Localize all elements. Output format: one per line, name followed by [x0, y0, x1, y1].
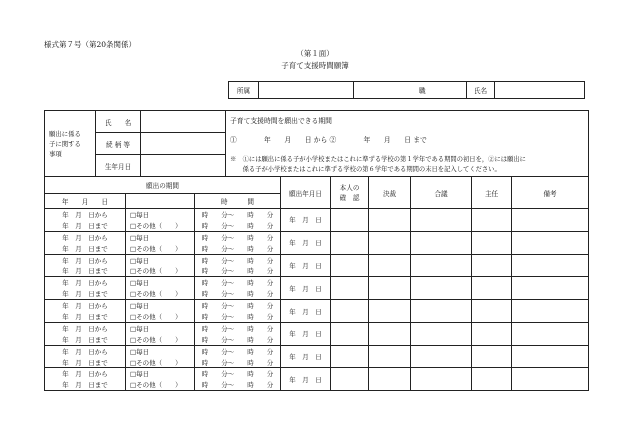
child-name-field[interactable]	[141, 111, 226, 133]
entry-row	[45, 345, 589, 356]
confirm-cell[interactable]	[331, 345, 369, 368]
time-range-1[interactable]: 時 分～ 時 分	[195, 231, 281, 242]
remarks-cell[interactable]	[512, 345, 589, 368]
post-label-cell	[354, 82, 439, 99]
date-to-cell[interactable]: 年 月 日まで	[45, 288, 126, 299]
chief-cell[interactable]	[472, 254, 512, 277]
consultation-cell[interactable]	[411, 231, 472, 254]
remarks-cell[interactable]	[512, 254, 589, 277]
approval-header: 決裁	[369, 177, 411, 209]
confirm-header-line-1: 本人の	[339, 183, 360, 192]
confirm-cell[interactable]	[331, 368, 369, 391]
other-checkbox[interactable]: □その他（ ）	[126, 243, 195, 254]
request-date-cell[interactable]: 年 月 日	[281, 300, 331, 323]
date-from-cell[interactable]: 年 月 日から	[45, 231, 126, 242]
every-day-checkbox[interactable]: □毎日	[126, 231, 195, 242]
request-date-cell[interactable]: 年 月 日	[281, 322, 331, 345]
entry-row	[45, 209, 589, 220]
consultation-cell[interactable]	[411, 254, 472, 277]
confirm-header	[331, 177, 369, 209]
chief-cell[interactable]	[472, 209, 512, 232]
birthdate-field[interactable]	[141, 155, 226, 177]
birthdate-label: 生年月日	[96, 155, 141, 177]
other-checkbox[interactable]: □その他（ ）	[126, 265, 195, 276]
time-header: 時 間	[195, 194, 281, 209]
sheet-number: （第１面）	[296, 49, 334, 58]
entry-row	[45, 368, 589, 379]
approval-cell[interactable]	[369, 300, 411, 323]
child-heading-line-1: 願出に係る	[49, 129, 81, 138]
confirm-cell[interactable]	[331, 300, 369, 323]
approval-cell[interactable]	[369, 368, 411, 391]
time-range-2[interactable]: 時 分～ 時 分	[195, 265, 281, 276]
confirm-cell[interactable]	[331, 254, 369, 277]
confirm-cell[interactable]	[331, 231, 369, 254]
approval-cell[interactable]	[369, 345, 411, 368]
other-checkbox[interactable]: □その他（ ）	[126, 379, 195, 390]
child-heading-line-2: 子に関する	[49, 139, 81, 148]
date-from-cell[interactable]: 年 月 日から	[45, 277, 126, 288]
every-day-checkbox[interactable]: □毎日	[126, 345, 195, 356]
every-day-checkbox[interactable]: □毎日	[126, 322, 195, 333]
approval-cell[interactable]	[369, 322, 411, 345]
time-range-1[interactable]: 時 分～ 時 分	[195, 254, 281, 265]
affiliation-label: 所属	[229, 82, 259, 99]
date-from-cell[interactable]: 年 月 日から	[45, 322, 126, 333]
other-checkbox[interactable]: □その他（ ）	[126, 220, 195, 231]
date-header: 年 月 日	[45, 194, 126, 209]
chief-cell[interactable]	[472, 231, 512, 254]
date-to-cell[interactable]: 年 月 日まで	[45, 311, 126, 322]
request-date-cell[interactable]: 年 月 日	[281, 254, 331, 277]
entry-row	[45, 277, 589, 288]
name-field[interactable]	[495, 82, 585, 99]
time-range-1[interactable]: 時 分～ 時 分	[195, 322, 281, 333]
note-line-1: ※ ①には願出に係る子が小学校またはこれに準ずる学校の第１学年である期間の初日を，②には願出に	[230, 156, 526, 163]
entry-row	[45, 300, 589, 311]
chief-cell[interactable]	[472, 322, 512, 345]
chief-cell[interactable]	[472, 345, 512, 368]
post-label: 職	[418, 87, 426, 95]
confirm-cell[interactable]	[331, 277, 369, 300]
request-date-cell[interactable]: 年 月 日	[281, 231, 331, 254]
child-section-heading	[45, 111, 96, 177]
date-from-cell[interactable]: 年 月 日から	[45, 368, 126, 379]
every-day-checkbox[interactable]: □毎日	[126, 277, 195, 288]
post-field[interactable]	[439, 82, 467, 99]
form-number: 様式第７号（第20条関係）	[44, 40, 137, 49]
time-range-2[interactable]: 時 分～ 時 分	[195, 311, 281, 322]
remarks-cell[interactable]	[512, 231, 589, 254]
time-range-2[interactable]: 時 分～ 時 分	[195, 220, 281, 231]
consultation-cell[interactable]	[411, 368, 472, 391]
entry-body	[45, 209, 589, 391]
relation-label: 続 柄 等	[96, 133, 141, 155]
time-range-1[interactable]: 時 分～ 時 分	[195, 300, 281, 311]
confirm-cell[interactable]	[331, 322, 369, 345]
remarks-cell[interactable]	[512, 322, 589, 345]
relation-field[interactable]	[141, 133, 226, 155]
date-header-spacer	[126, 194, 195, 209]
request-date-cell[interactable]: 年 月 日	[281, 277, 331, 300]
entry-row	[45, 254, 589, 265]
other-checkbox[interactable]: □その他（ ）	[126, 288, 195, 299]
entry-row	[45, 231, 589, 242]
chief-cell[interactable]	[472, 277, 512, 300]
remarks-cell[interactable]	[512, 300, 589, 323]
consultation-cell[interactable]	[411, 209, 472, 232]
date-to-cell[interactable]: 年 月 日まで	[45, 334, 126, 345]
approval-cell[interactable]	[369, 231, 411, 254]
date-from-cell[interactable]: 年 月 日から	[45, 254, 126, 265]
date-to-cell[interactable]: 年 月 日まで	[45, 357, 126, 368]
confirm-header-line-2: 確 認	[339, 193, 360, 202]
request-date-cell[interactable]: 年 月 日	[281, 345, 331, 368]
other-checkbox[interactable]: □その他（ ）	[126, 311, 195, 322]
date-to-cell[interactable]: 年 月 日まで	[45, 265, 126, 276]
date-to-cell[interactable]: 年 月 日まで	[45, 379, 126, 390]
form-title: 子育て支援時間願簿	[281, 61, 349, 70]
every-day-checkbox[interactable]: □毎日	[126, 254, 195, 265]
chief-cell[interactable]	[472, 300, 512, 323]
remarks-cell[interactable]	[512, 277, 589, 300]
request-date-header: 願出年月日	[281, 177, 331, 209]
request-period-cell	[226, 111, 589, 177]
child-heading-line-3: 事項	[49, 149, 62, 158]
every-day-checkbox[interactable]: □毎日	[126, 300, 195, 311]
position-table	[228, 81, 585, 99]
consultation-header: 合議	[411, 177, 472, 209]
remarks-header: 備考	[512, 177, 589, 209]
time-range-2[interactable]: 時 分～ 時 分	[195, 243, 281, 254]
consultation-cell[interactable]	[411, 277, 472, 300]
request-period-heading: 子育て支援時間を願出できる期間	[230, 117, 332, 125]
time-range-1[interactable]: 時 分～ 時 分	[195, 345, 281, 356]
time-range-1[interactable]: 時 分～ 時 分	[195, 277, 281, 288]
date-to-cell[interactable]: 年 月 日まで	[45, 220, 126, 231]
period-group-header: 願出の期間	[45, 177, 281, 194]
approval-cell[interactable]	[369, 209, 411, 232]
every-day-checkbox[interactable]: □毎日	[126, 209, 195, 220]
remarks-cell[interactable]	[512, 209, 589, 232]
entry-table	[44, 176, 589, 391]
entry-row	[45, 322, 589, 333]
consultation-cell[interactable]	[411, 300, 472, 323]
request-date-cell[interactable]: 年 月 日	[281, 209, 331, 232]
other-checkbox[interactable]: □その他（ ）	[126, 357, 195, 368]
chief-cell[interactable]	[472, 368, 512, 391]
request-period-note	[230, 155, 584, 175]
time-range-2[interactable]: 時 分～ 時 分	[195, 288, 281, 299]
name-label: 氏名	[467, 82, 495, 99]
note-line-2: 係る子が小学校またはこれに準ずる学校の第６学年である期間の末日を記入してください。	[230, 166, 501, 173]
time-range-1[interactable]: 時 分～ 時 分	[195, 209, 281, 220]
approval-cell[interactable]	[369, 277, 411, 300]
time-range-2[interactable]: 時 分～ 時 分	[195, 357, 281, 368]
time-range-2[interactable]: 時 分～ 時 分	[195, 334, 281, 345]
consultation-cell[interactable]	[411, 322, 472, 345]
time-range-1[interactable]: 時 分～ 時 分	[195, 368, 281, 379]
affiliation-field[interactable]	[259, 82, 354, 99]
other-checkbox[interactable]: □その他（ ）	[126, 334, 195, 345]
date-to-cell[interactable]: 年 月 日まで	[45, 243, 126, 254]
date-from-cell[interactable]: 年 月 日から	[45, 209, 126, 220]
request-period-line[interactable]: ① 年 月 日 から ② 年 月 日 まで	[230, 136, 427, 144]
confirm-cell[interactable]	[331, 209, 369, 232]
child-name-label: 氏 名	[96, 111, 141, 133]
every-day-checkbox[interactable]: □毎日	[126, 368, 195, 379]
date-from-cell[interactable]: 年 月 日から	[45, 345, 126, 356]
request-date-cell[interactable]: 年 月 日	[281, 368, 331, 391]
time-range-2[interactable]: 時 分～ 時 分	[195, 379, 281, 390]
remarks-cell[interactable]	[512, 368, 589, 391]
chief-header: 主任	[472, 177, 512, 209]
approval-cell[interactable]	[369, 254, 411, 277]
child-info-table	[44, 110, 589, 177]
date-from-cell[interactable]: 年 月 日から	[45, 300, 126, 311]
consultation-cell[interactable]	[411, 345, 472, 368]
